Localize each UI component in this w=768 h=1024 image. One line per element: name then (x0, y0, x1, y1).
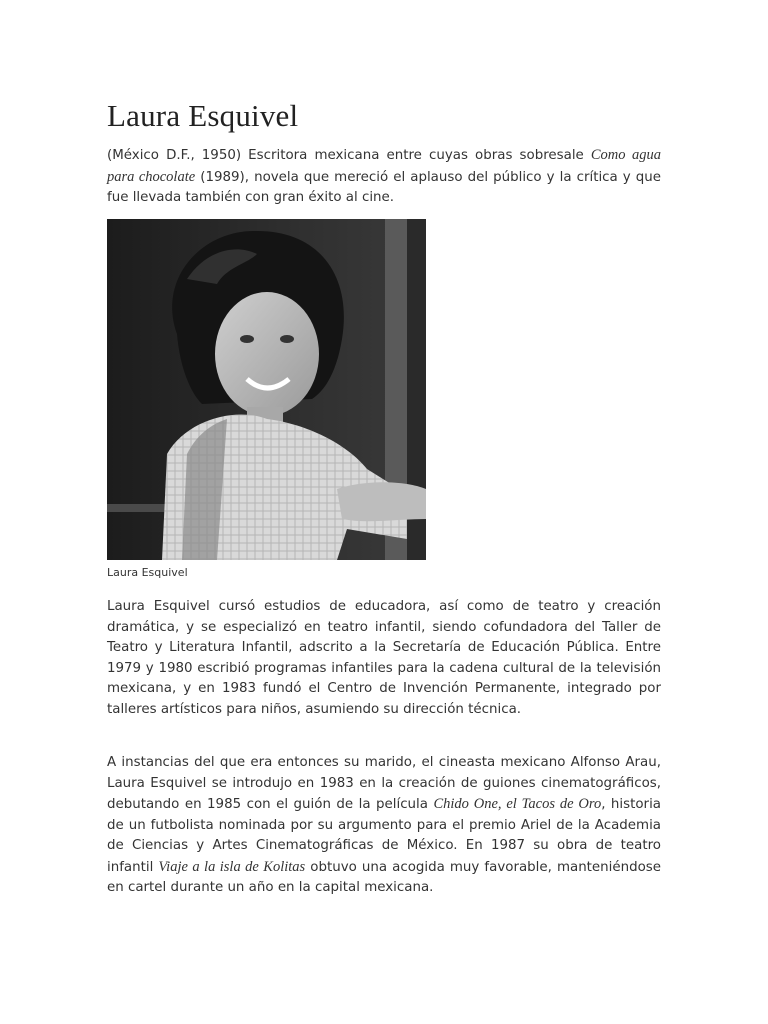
intro-text-2: (1989), novela que mereció el aplauso del público y la crítica y que fue llevada también con gran éxito al cine. (107, 169, 661, 205)
photo-caption: Laura Esquivel (107, 566, 188, 579)
portrait-illustration (107, 219, 426, 560)
paragraph-2-text-1: A instancias del que era entonces su marido, el cineasta mexicano Alfonso Arau, Laura Esquivel se introdujo en 1983 en la creación de guiones cinematográficos, debutando en 1985 con el guión de la película (107, 755, 661, 812)
paragraph-2-text-2: , historia de un futbolista nominada por su argumento para el premio Ariel de la Academia de Ciencias y Artes Cinematográficas de México. En 1987 su obra de teatro infantil (107, 797, 661, 875)
film-title-chido-one: Chido One, el Tacos de Oro (433, 796, 602, 812)
book-title-como-agua: Como agua para chocolate (107, 147, 661, 185)
paragraph-2-text-3: obtuvo una acogida muy favorable, manteniéndose en cartel durante un año en la capital mexicana. (107, 859, 662, 895)
biography-paragraph-1: Laura Esquivel cursó estudios de educadora, así como de teatro y creación dramática, y se especializó en teatro infantil, siendo cofundadora del Taller de Teatro y Literatura Infantil, adscrito a la Secretaría de Educación Pública. Entre 1979 y 1980 escribió programas infantiles para la cadena cultural de la televisión mexicana, y en 1983 fundó el Centro de Invención Permanente, integrado por talleres artísticos para niños, asumiendo su dirección técnica. (107, 599, 661, 717)
intro-paragraph (107, 145, 661, 209)
biography-paragraph-2 (107, 753, 661, 899)
play-title-viaje-kolitas: Viaje a la isla de Kolitas (158, 858, 306, 875)
intro-text-1: (México D.F., 1950) Escritora mexicana entre cuyas obras sobresale (107, 148, 591, 163)
portrait-photo (107, 219, 426, 560)
page-title: Laura Esquivel (107, 98, 299, 133)
